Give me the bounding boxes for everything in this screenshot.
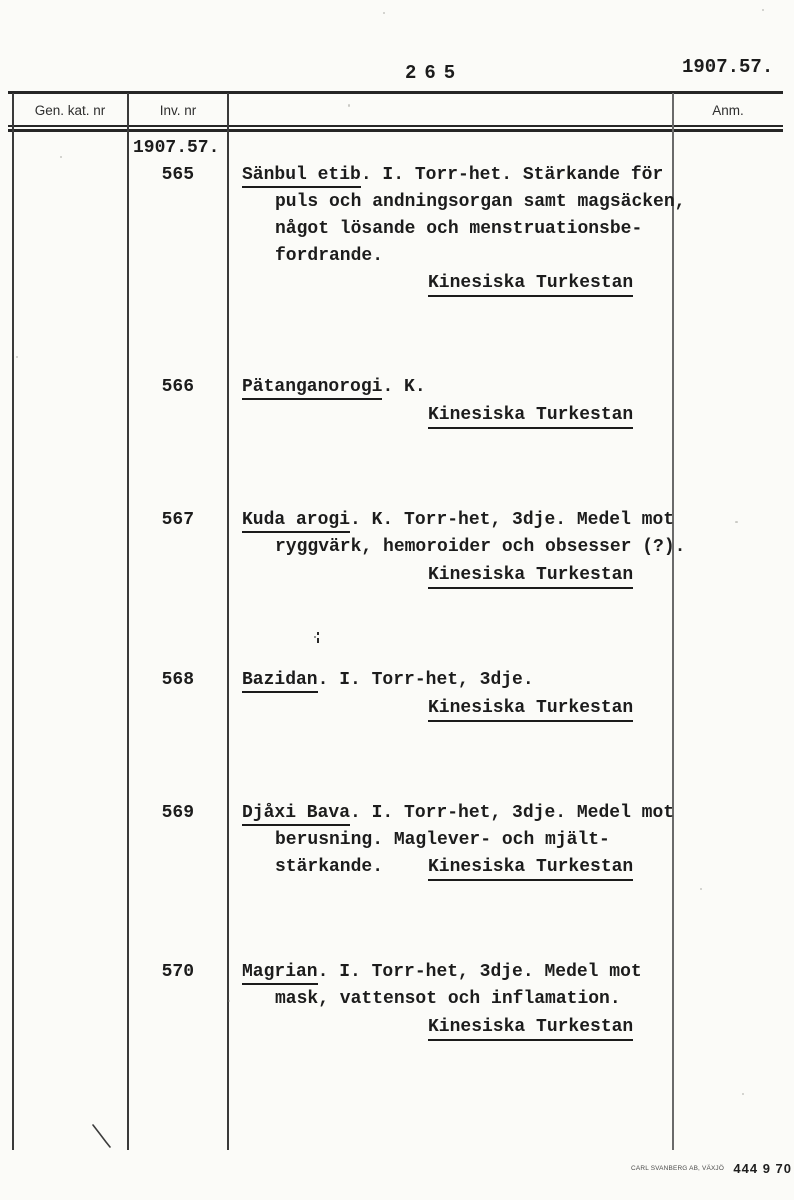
column-divider-2 [227,93,229,1150]
table-left-border [12,93,14,1150]
entry-line: mask, vattensot och inflamation. [275,989,621,1009]
entry-first-line [242,669,534,691]
entry-first-line [242,509,674,531]
column-divider-3 [672,93,674,1150]
item-name: Kuda arogi [242,510,350,533]
header-inv-nr: Inv. nr [159,103,197,118]
inventory-number: 569 [161,803,194,823]
item-name: Magrian [242,962,318,985]
entry-origin: Kinesiska Turkestan [428,1016,633,1041]
inventory-number: 567 [161,510,194,530]
entry-line: puls och andningsorgan samt magsäcken, [275,192,686,212]
entry-first-line [242,164,663,186]
item-name: Pätanganorogi [242,377,382,400]
item-description: . K. Torr-het, 3dje. Medel mot [350,510,675,530]
entry-line: fordrande. [275,246,384,266]
table-top-rule [8,91,783,94]
item-name: Djåxi Bava [242,803,350,826]
entry-origin: Kinesiska Turkestan [428,856,633,881]
page-year-ref: 1907.57. [682,56,774,78]
item-description: . I. Torr-het, 3dje. Medel mot [317,962,642,982]
header-gen-kat-nr: Gen. kat. nr [34,103,106,118]
item-description: . I. Torr-het, 3dje. [317,670,534,690]
printer-code: 444 9 70 [733,1161,792,1176]
page-number: 265 [405,62,464,84]
item-description: . I. Torr-het. Stärkande för [360,165,664,185]
inventory-number: 568 [161,670,194,690]
group-year-label: 1907.57. [133,138,220,158]
header-bottom-rule-2 [8,129,783,132]
item-name: Sänbul etib [242,165,361,188]
handwritten-mark [90,1123,116,1151]
entry-line: berusning. Maglever- och mjält- [275,830,610,850]
entry-line: ryggvärk, hemoroider och obsesser (?). [275,537,686,557]
inventory-number: 570 [161,962,194,982]
ink-artifact [314,632,320,644]
printer-firm: CARL SVANBERG AB, VÄXJÖ [631,1165,725,1172]
column-divider-1 [127,93,129,1150]
entry-line: stärkande. [275,857,384,877]
printer-mark [631,1161,792,1176]
entry-origin: Kinesiska Turkestan [428,272,633,297]
entry-first-line [242,376,426,398]
item-name: Bazidan [242,670,318,693]
entry-line: något lösande och menstruationsbe- [275,219,643,239]
entry-origin: Kinesiska Turkestan [428,564,633,589]
item-description: . I. Torr-het, 3dje. Medel mot [350,803,675,823]
header-anm: Anm. [712,103,744,118]
entry-origin: Kinesiska Turkestan [428,404,633,429]
inventory-number: 566 [161,377,194,397]
header-bottom-rule-1 [8,125,783,127]
entry-first-line [242,961,642,983]
entry-first-line [242,802,674,824]
item-description: . K. [382,377,426,397]
entry-origin: Kinesiska Turkestan [428,697,633,722]
inventory-number: 565 [161,165,194,185]
